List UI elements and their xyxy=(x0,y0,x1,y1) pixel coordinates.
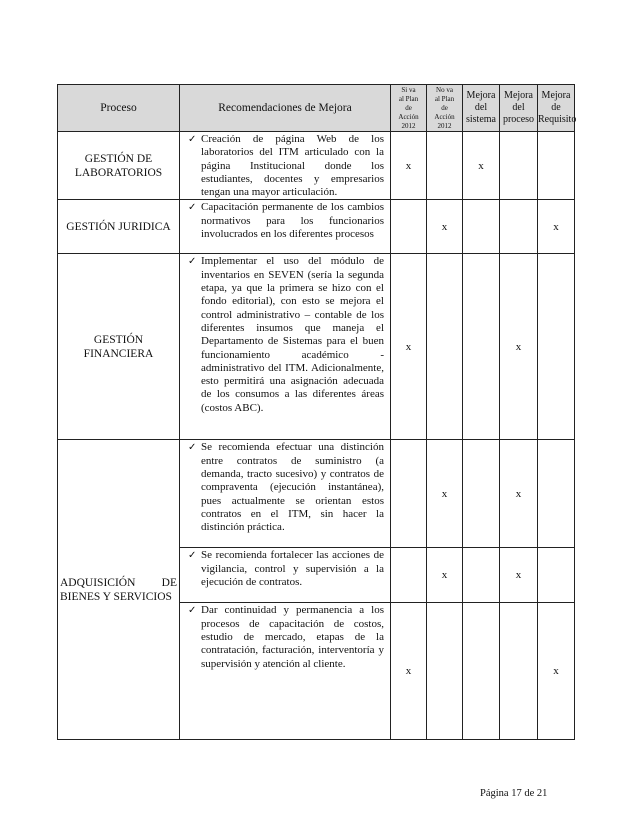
recommendation-item xyxy=(180,200,390,241)
process-cell xyxy=(58,440,180,740)
improvement-table xyxy=(57,84,575,740)
recommendation-text: Implementar el uso del módulo de inventarios en SEVEN (sería la segunda etapa, ya que la primera se hizo con el fondo editorial), con esto se mejora el control administrativo – contable de los diferentes insumos que maneja el Departamento de Sistemas para el buen funcionamiento académico - administrativo del ITM. Adicionalmente, esto permitirá una asignación adecuada de los consumos a las diferentes áreas (costos ABC). xyxy=(201,255,384,414)
mejora-requisito-mark: x xyxy=(538,603,575,740)
si-va-mark xyxy=(391,200,427,254)
recommendation-text: Se recomienda fortalecer las acciones de vigilancia, control y supervisión a la ejecución de contratos. xyxy=(201,549,384,589)
header-text-line: proceso xyxy=(502,114,535,125)
process-name-line: FINANCIERA xyxy=(83,347,154,360)
mejora-proceso-mark xyxy=(500,132,538,200)
header-mejora-sistema xyxy=(463,85,500,132)
header-text-line: de xyxy=(441,104,448,112)
header-text-line: Si va xyxy=(401,86,416,94)
mejora-proceso-mark: x xyxy=(500,254,538,440)
si-va-mark xyxy=(391,440,427,548)
recommendation-text: Se recomienda efectuar una distinción entre contratos de suministro (a demanda, tracto sucesivo) y contratos de compraventa (ejecución instantánea), pues actualmente se orientan estos contratos en el ITM, sin hacer la distinción práctica. xyxy=(201,441,384,534)
process-name-line: GESTIÓN JURIDICA xyxy=(66,220,171,233)
process-name-word: ADQUISICIÓN xyxy=(60,576,136,589)
no-va-mark xyxy=(427,254,463,440)
recommendation-cell xyxy=(180,603,391,740)
process-name-line: BIENES Y SERVICIOS xyxy=(60,590,172,603)
recommendation-cell xyxy=(180,254,391,440)
recommendation-cell xyxy=(180,200,391,254)
mejora-proceso-mark: x xyxy=(500,548,538,603)
header-mejora-proceso xyxy=(500,85,538,132)
header-text-line: al Plan xyxy=(434,95,455,103)
mejora-sistema-mark xyxy=(463,200,500,254)
mejora-requisito-mark xyxy=(538,132,575,200)
header-text-line: del xyxy=(512,102,525,113)
no-va-mark: x xyxy=(427,548,463,603)
process-name-line: GESTIÓN DE xyxy=(84,152,153,165)
process-name-word: DE xyxy=(161,576,177,589)
checkmark-icon: ✓ xyxy=(188,605,197,617)
no-va-mark: x xyxy=(427,440,463,548)
header-process: Proceso xyxy=(58,85,180,132)
header-text-line: Requisito xyxy=(538,114,577,125)
process-cell xyxy=(58,254,180,440)
header-mejora-requisito xyxy=(538,85,575,132)
recommendation-item xyxy=(180,440,390,534)
header-text-line: Acción xyxy=(398,113,419,121)
mejora-proceso-mark xyxy=(500,200,538,254)
mejora-proceso-mark xyxy=(500,603,538,740)
mejora-requisito-mark xyxy=(538,254,575,440)
header-text-line: Mejora xyxy=(541,90,571,101)
header-text-line: de xyxy=(405,104,412,112)
header-text-line: Acción xyxy=(434,113,455,121)
si-va-mark: x xyxy=(391,254,427,440)
mejora-requisito-mark: x xyxy=(538,200,575,254)
si-va-mark xyxy=(391,548,427,603)
mejora-sistema-mark xyxy=(463,440,500,548)
process-name-line: LABORATORIOS xyxy=(74,166,163,179)
recommendation-cell xyxy=(180,440,391,548)
mejora-proceso-mark: x xyxy=(500,440,538,548)
process-name-line xyxy=(60,576,177,590)
page-number: Página 17 de 21 xyxy=(480,788,548,799)
si-va-mark: x xyxy=(391,132,427,200)
header-text-line: 2012 xyxy=(437,122,452,130)
table-row xyxy=(58,132,575,200)
recommendation-text: Dar continuidad y permanencia a los procesos de capacitación de costos, estudio de mercado, etapas de la contratación, facturación, interventoría y supervisión y atención al cliente. xyxy=(201,604,384,670)
process-cell xyxy=(58,200,180,254)
mejora-sistema-mark: x xyxy=(463,132,500,200)
table-row xyxy=(58,200,575,254)
mejora-sistema-mark xyxy=(463,548,500,603)
header-recommendations: Recomendaciones de Mejora xyxy=(180,85,391,132)
header-text-line: Mejora xyxy=(466,90,496,101)
recommendation-text: Capacitación permanente de los cambios normativos para los funcionarios involucrados en los diferentes procesos xyxy=(201,201,384,241)
table-row xyxy=(58,440,575,548)
process-name-line: GESTIÓN xyxy=(93,333,144,346)
recommendation-text: Creación de página Web de los laboratorios del ITM articulado con la página Institucional donde los estudiantes, docentes y empresarios tengan una mayor articulación. xyxy=(201,133,384,199)
table-row xyxy=(58,254,575,440)
header-text-line: de xyxy=(551,102,561,113)
table-header-row xyxy=(58,85,575,132)
checkmark-icon: ✓ xyxy=(188,202,197,214)
checkmark-icon: ✓ xyxy=(188,442,197,454)
mejora-sistema-mark xyxy=(463,254,500,440)
recommendation-item xyxy=(180,548,390,589)
no-va-mark xyxy=(427,603,463,740)
recommendation-item xyxy=(180,254,390,415)
mejora-requisito-mark xyxy=(538,440,575,548)
checkmark-icon: ✓ xyxy=(188,550,197,562)
header-text-line: del xyxy=(474,102,488,113)
header-text-line: 2012 xyxy=(401,122,416,130)
header-text-line: al Plan xyxy=(398,95,419,103)
recommendation-item xyxy=(180,132,390,199)
no-va-mark: x xyxy=(427,200,463,254)
no-va-mark xyxy=(427,132,463,200)
si-va-mark: x xyxy=(391,603,427,740)
checkmark-icon: ✓ xyxy=(188,134,197,145)
header-text-line: sistema xyxy=(466,114,496,125)
recommendation-item xyxy=(180,603,390,670)
header-text-line: No va xyxy=(436,86,453,94)
recommendation-cell xyxy=(180,548,391,603)
process-cell xyxy=(58,132,180,200)
header-no-va xyxy=(427,85,463,132)
header-si-va xyxy=(391,85,427,132)
checkmark-icon: ✓ xyxy=(188,256,197,268)
mejora-requisito-mark xyxy=(538,548,575,603)
recommendation-cell xyxy=(180,132,391,200)
mejora-sistema-mark xyxy=(463,603,500,740)
header-text-line: Mejora xyxy=(504,90,533,101)
